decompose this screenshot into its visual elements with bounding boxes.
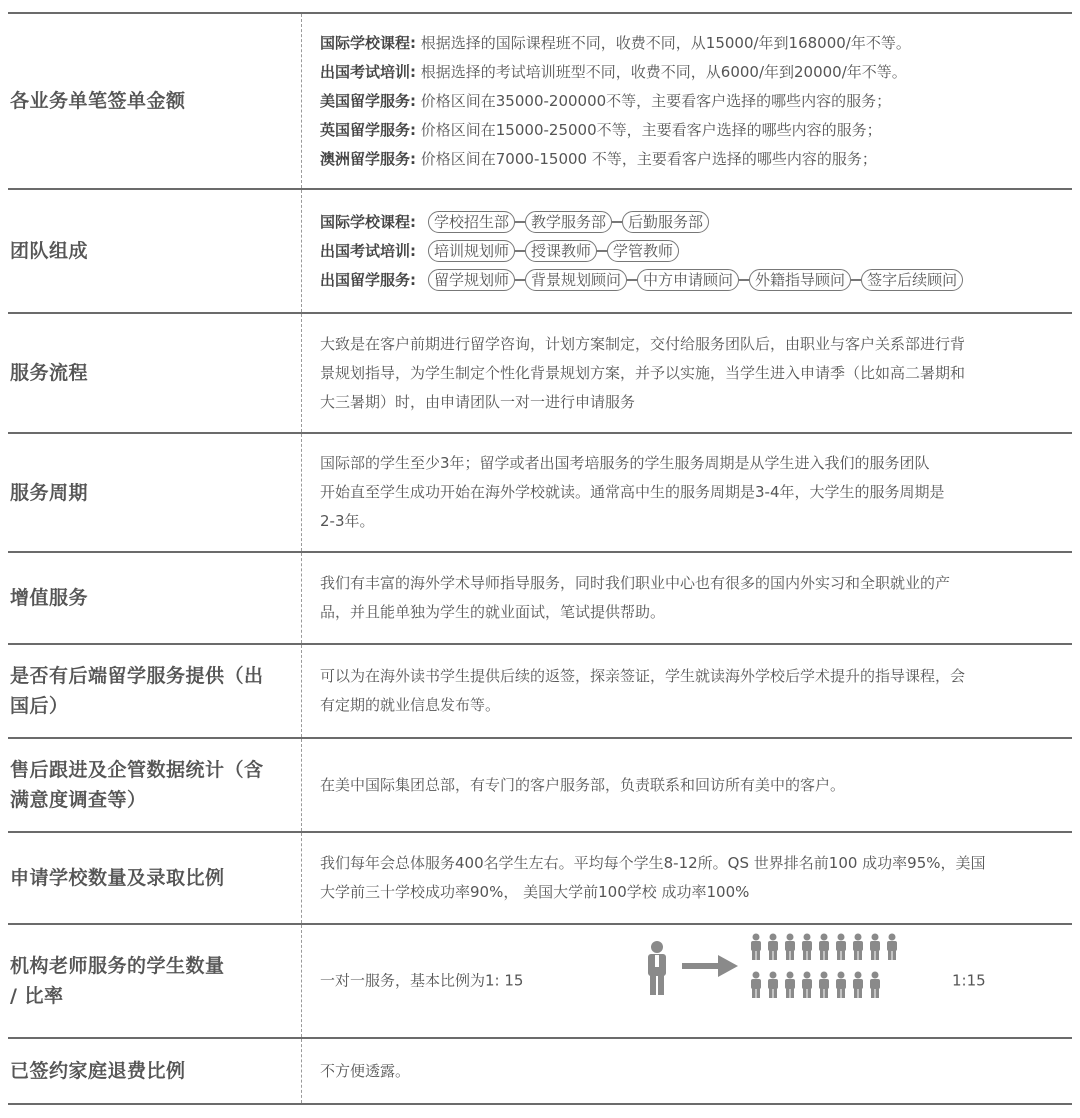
row-content: [302, 925, 1072, 1037]
ratio-value: 1:15: [952, 971, 986, 990]
row-label: 售后跟进及企管数据统计（含 满意度调查等）: [8, 739, 302, 831]
row-content: 我们每年会总体服务400名学生左右。平均每个学生8-12所。QS 世界排名前100 成功率95%，美国 大学前三十学校成功率90%， 美国大学前100学校 成功率100%: [320, 854, 986, 901]
info-table: [8, 12, 1072, 1105]
list-item: 澳洲留学服务: 价格区间在7000-15000 不等，主要看客户选择的哪些内容的服务；: [320, 149, 877, 168]
team-pill: 外籍指导顾问: [749, 269, 851, 291]
row-label: 各业务单笔签单金额: [8, 14, 302, 188]
table-row: [8, 925, 1072, 1039]
list-item: 出国考试培训: 根据选择的考试培训班型不同，收费不同，从6000/年到20000/年不等。: [320, 62, 907, 81]
connector-line: [515, 221, 525, 223]
student-icon: [836, 934, 846, 961]
student-icon: [853, 972, 863, 999]
connector-line: [597, 250, 607, 252]
student-icon: [785, 934, 795, 961]
team-pill: 培训规划师: [428, 240, 515, 262]
student-icon: [751, 972, 761, 999]
row-label: 机构老师服务的学生数量 / 比率: [8, 925, 302, 1037]
table-row: [8, 190, 1072, 314]
row-label: 服务周期: [8, 434, 302, 551]
student-icon: [819, 972, 829, 999]
table-row: [8, 553, 1072, 645]
row-label: 服务流程: [8, 314, 302, 432]
team-pill: 签字后续顾问: [861, 269, 963, 291]
list-item: 美国留学服务: 价格区间在35000-200000不等，主要看客户选择的哪些内容的服务；: [320, 91, 892, 110]
ratio-description: 一对一服务，基本比例为1: 15: [320, 971, 524, 990]
connector-line: [515, 250, 525, 252]
student-icon: [768, 934, 778, 961]
list-item: 英国留学服务: 价格区间在15000-25000不等，主要看客户选择的哪些内容的服务；: [320, 120, 882, 139]
connector-line: [627, 279, 637, 281]
teacher-student-ratio-icon: [642, 931, 922, 1031]
row-content: [302, 14, 1072, 188]
team-pill: 留学规划师: [428, 269, 515, 291]
row-content: 在美中国际集团总部，有专门的客户服务部，负责联系和回访所有美中的客户。: [320, 775, 846, 794]
row-content: 我们有丰富的海外学术导师指导服务，同时我们职业中心也有很多的国内外实习和全职就业的产 品，并且能单独为学生的就业面试，笔试提供帮助。: [320, 574, 951, 621]
row-content: 可以为在海外读书学生提供后续的返签，探亲签证，学生就读海外学校后学术提升的指导课程，会 有定期的就业信息发布等。: [320, 667, 966, 714]
student-icon: [870, 934, 880, 961]
table-row: [8, 833, 1072, 925]
student-icon: [768, 972, 778, 999]
team-chain: 出国考试培训: 培训规划师 授课教师 学管教师: [320, 237, 1068, 266]
team-chain: 出国留学服务: 留学规划师 背景规划顾问 中方申请顾问 外籍指导顾问 签字后续顾问: [320, 266, 1068, 295]
connector-line: [515, 279, 525, 281]
connector-line: [612, 221, 622, 223]
team-pill: 中方申请顾问: [637, 269, 739, 291]
list-item: 国际学校课程: 根据选择的国际课程班不同，收费不同，从15000/年到168000/年不等。: [320, 33, 911, 52]
student-icon: [853, 934, 863, 961]
student-icon: [802, 972, 812, 999]
student-icon: [887, 934, 897, 961]
table-row: [8, 645, 1072, 739]
row-label: 已签约家庭退费比例: [8, 1039, 302, 1103]
table-row: [8, 14, 1072, 190]
team-pill: 教学服务部: [525, 211, 612, 233]
team-pill: 学管教师: [607, 240, 679, 262]
table-row: [8, 434, 1072, 553]
row-content: 大致是在客户前期进行留学咨询，计划方案制定，交付给服务团队后，由职业与客户关系部进行背 景规划指导，为学生制定个性化背景规划方案，并予以实施，当学生进入申请季（比如高二暑期和 大三暑期）时，由申请团队一对一进行申请服务: [320, 334, 966, 411]
arrow-right-icon: [682, 955, 738, 977]
student-icon: [785, 972, 795, 999]
student-icon: [751, 934, 761, 961]
table-row: [8, 314, 1072, 434]
row-content: 不方便透露。: [320, 1061, 411, 1080]
team-pill: 背景规划顾问: [525, 269, 627, 291]
table-row: [8, 1039, 1072, 1105]
student-icon: [870, 972, 880, 999]
team-pill: 学校招生部: [428, 211, 515, 233]
student-icon: [802, 934, 812, 961]
team-pill: 后勤服务部: [622, 211, 709, 233]
row-label: 是否有后端留学服务提供（出 国后）: [8, 645, 302, 737]
table-row: [8, 739, 1072, 833]
student-icon: [819, 934, 829, 961]
row-content: 国际部的学生至少3年；留学或者出国考培服务的学生服务周期是从学生进入我们的服务团队 开始直至学生成功开始在海外学校就读。通常高中生的服务周期是3-4年，大学生的服务周期是 2-3年。: [320, 454, 945, 530]
team-pill: 授课教师: [525, 240, 597, 262]
connector-line: [739, 279, 749, 281]
teacher-icon: [648, 941, 666, 995]
team-chains: [302, 190, 1072, 312]
row-label: 申请学校数量及录取比例: [8, 833, 302, 923]
student-icon: [836, 972, 846, 999]
row-label: 增值服务: [8, 553, 302, 643]
row-label: 团队组成: [8, 190, 302, 312]
connector-line: [851, 279, 861, 281]
team-chain: 国际学校课程: 学校招生部 教学服务部 后勤服务部: [320, 208, 1068, 237]
